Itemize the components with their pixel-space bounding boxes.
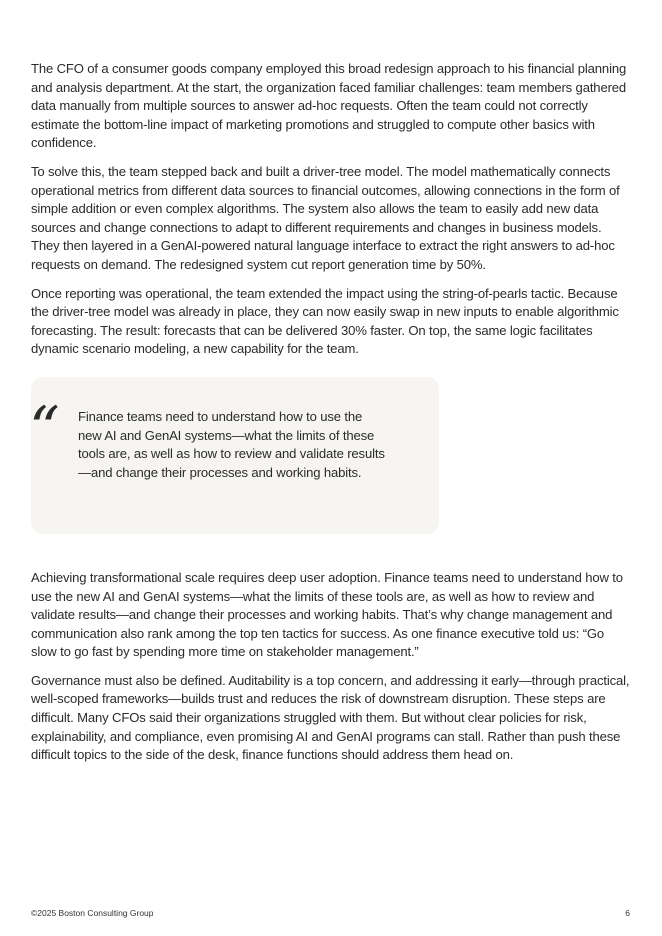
body-paragraph: Achieving transformational scale requires deep user adoption. Finance teams need to understand how to use the new AI and GenAI systems—what the limits of these tools are, as well as how to review and validate results—and change their processes and working habits. That’s why change management and communication also rank among the top ten tactics for success. As one finance executive told us: “Go slow to go fast by spending more time on stakeholder management.”	[31, 569, 623, 660]
pull-quote-text: Finance teams need to understand how to use the new AI and GenAI systems—what the limits of these tools are, as well as how to review and validate results—and change their processes and working habits.	[78, 408, 385, 480]
body-paragraph: Governance must also be defined. Auditability is a top concern, and addressing it early—through practical, well-scoped frameworks—builds trust and reduces the risk of downstream disruption. These steps are difficult. Many CFOs said their organizations struggled with them. But without clear policies for risk, explainability, and compliance, even promising AI and GenAI programs can stall. Rather than push these difficult topics to the side of the desk, finance functions should address them head on.	[31, 672, 630, 763]
body-paragraph: The CFO of a consumer goods company employed this broad redesign approach to his financial planning and analysis department. At the start, the organization faced familiar challenges: team members gathered data manually from multiple sources to answer ad-hoc requests. Often the team could not correctly estimate the bottom-line impact of marketing promotions and struggled to compute other basics with confidence.	[31, 61, 627, 151]
body-paragraph: To solve this, the team stepped back and built a driver-tree model. The model mathematically connects operational metrics from different data sources to financial outcomes, allowing connections in the form of simple addition or even complex algorithms. The system also allows the team to easily add new data sources and change connections to adapt to different requirements and changes in business models. They then layered in a GenAI-powered natural language interface to extract the right answers to ad-hoc requests on demand. The redesigned system cut report generation time by 50%.	[31, 163, 620, 272]
article-body	[31, 60, 631, 775]
footer-copyright: ©2025 Boston Consulting Group	[31, 908, 154, 918]
quotation-mark-icon: “	[29, 393, 60, 464]
page-number: 6	[625, 908, 630, 918]
body-paragraph: Once reporting was operational, the team extended the impact using the string-of-pearls tactic. Because the driver-tree model was already in place, they can now easily swap in new inputs to enable algorithmic forecasting. The result: forecasts that can be delivered 30% faster. On top, the same logic facilitates dynamic scenario modeling, a new capability for the team.	[31, 285, 619, 357]
pull-quote-box	[31, 377, 439, 534]
